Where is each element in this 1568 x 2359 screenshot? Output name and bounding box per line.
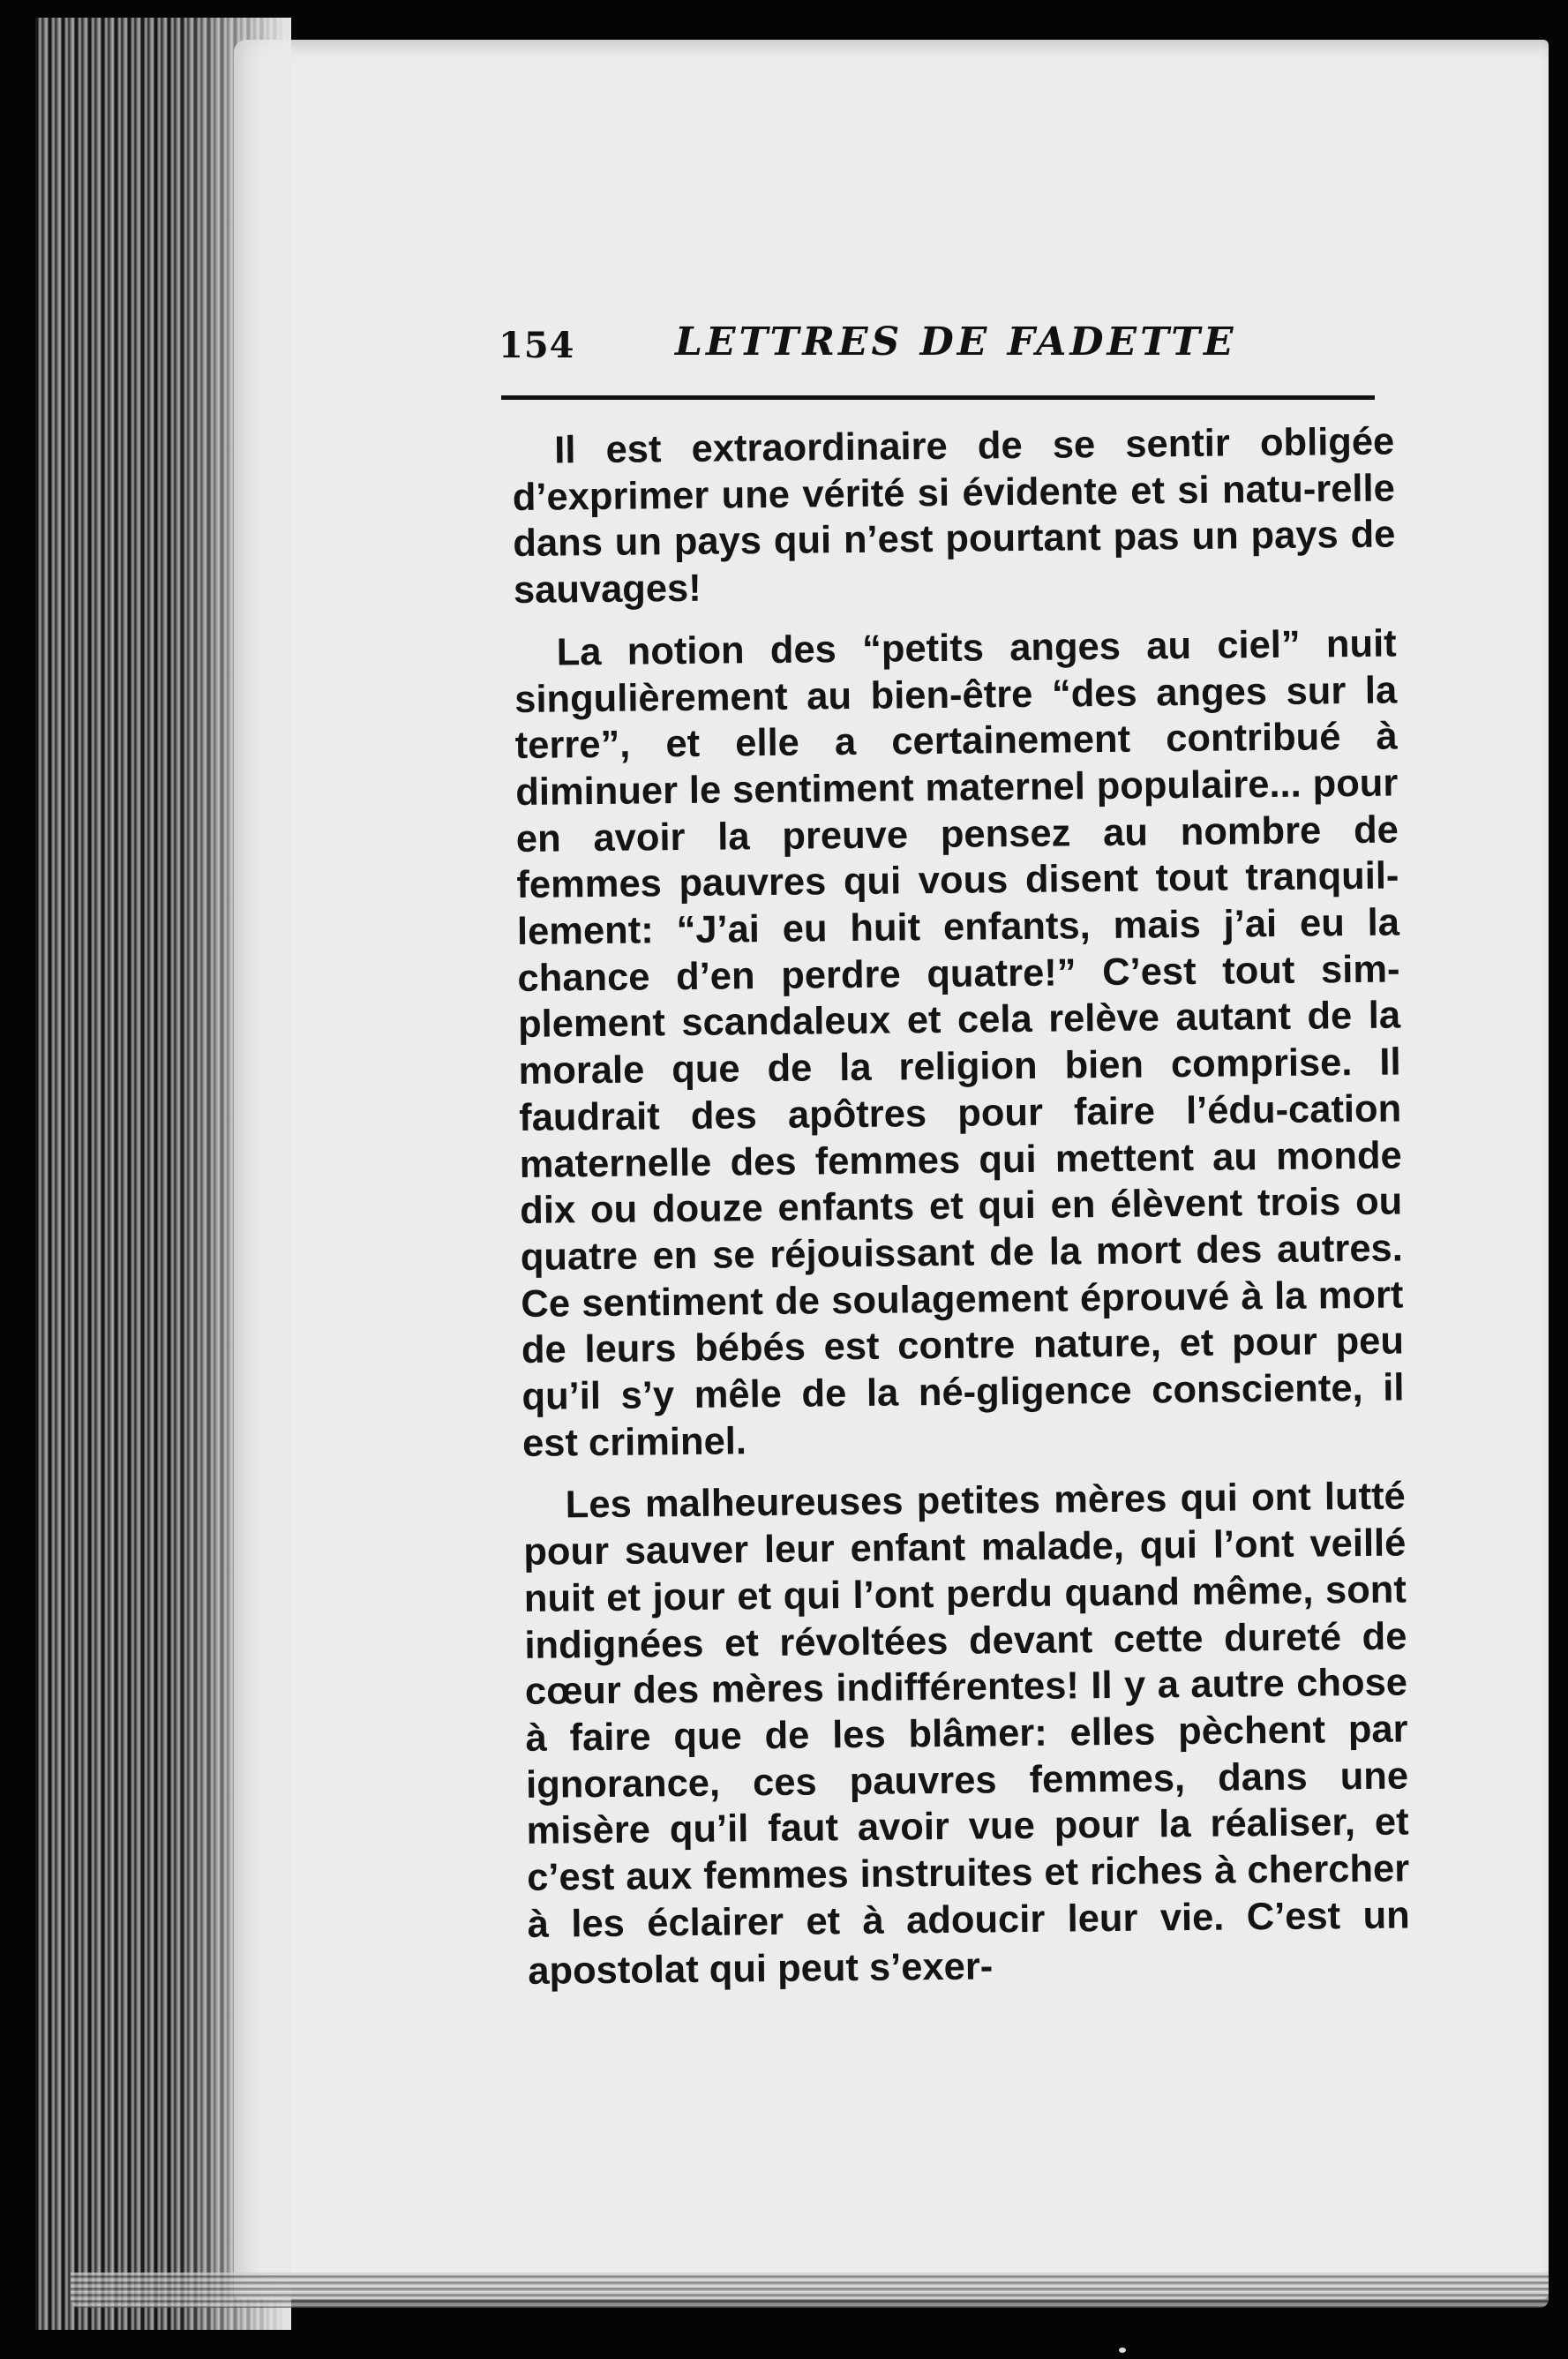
page-bottom-edge — [71, 2273, 1549, 2308]
paragraph-1: Il est extraordinaire de se sentir obligée d’exprimer une vérité si évidente et si natu-relle dans un pays qui n’est pourtant pas un pays de sauvages! — [512, 420, 1396, 612]
page-number: 154 — [499, 325, 575, 366]
header-rule — [501, 395, 1375, 400]
running-title: LETTRES DE FADETTE — [675, 319, 1237, 364]
body-text — [512, 419, 1411, 2011]
paragraph-2: La notion des “petits anges au ciel” nuit singulièrement au bien-être “des anges sur la terre”, et elle a certainement contribué à diminuer le sentiment maternel populaire... pour en avoir la preuve pensez au nombre de femmes pauvres qui vous disent tout tranquil-lement: “J’ai eu huit enfants, mais j’ai eu la chance d’en perdre quatre!” C’est tout sim-plement scandaleux et cela relève autant de la morale que de la religion bien comprise. Il faudrait des apôtres pour faire l’édu-cation maternelle des femmes qui mettent au monde dix ou douze enfants et qui en élèvent trois ou quatre en se réjouissant de la mort des autres. Ce sentiment de soulagement éprouvé à la mort de leurs bébés est contre nature, et pour peu qu’il s’y mêle de la né-gligence consciente, il est criminel. — [514, 622, 1405, 1465]
paragraph-3: Les malheureuses petites mères qui ont lutté pour sauver leur enfant malade, qui l’ont veillé nuit et jour et qui l’ont perdu quand même, sont indignées et révoltées devant cette dureté de cœur des mères indifférentes! Il y a autre chose à faire que de les blâmer: elles pèchent par ignorance, ces pauvres femmes, dans une misère qu’il faut avoir vue pour la réaliser, et c’est aux femmes instruites et riches à chercher à les éclairer et à adoucir leur vie. C’est un apostolat qui peut s’exer- — [523, 1475, 1410, 1993]
gutter-shadow — [176, 18, 291, 2330]
dust-speck — [1119, 2348, 1126, 2353]
page-header — [499, 319, 1381, 381]
